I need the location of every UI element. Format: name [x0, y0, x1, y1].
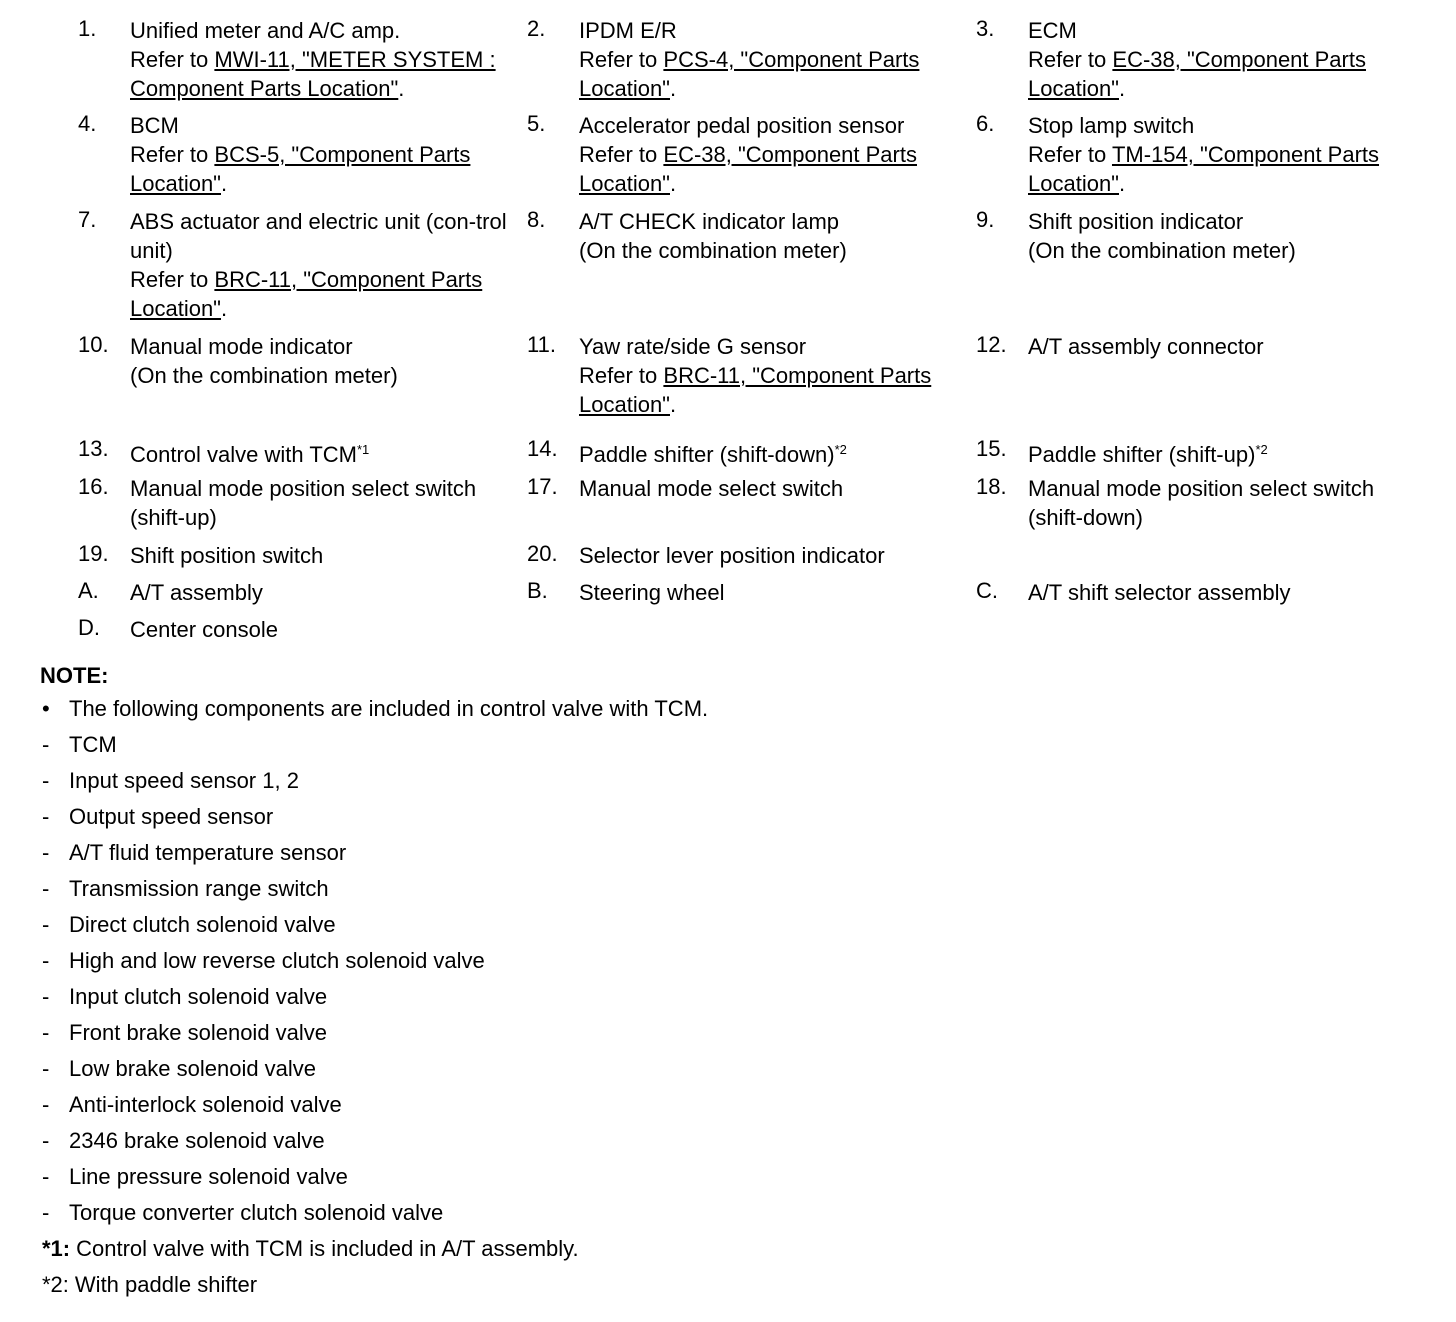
legend-body: Stop lamp switch Refer to TM-154, "Component Parts Location". — [1028, 113, 1380, 196]
legend-number: 20. — [527, 541, 558, 566]
dash-marker: - — [42, 912, 50, 937]
note-list-item — [40, 727, 1040, 763]
legend-item — [527, 474, 976, 541]
refer-to-label: Refer to — [579, 363, 658, 388]
legend-body — [1028, 207, 1413, 332]
dash-marker: - — [42, 1056, 50, 1081]
footnote-mark: *1: — [42, 1236, 71, 1261]
reference-link[interactable]: BRC-11, "Component Parts Location" — [130, 267, 483, 321]
component-location-note: (On the combination meter) — [130, 363, 398, 388]
note-list-item — [40, 799, 1040, 835]
legend-item — [78, 615, 527, 652]
legend-row — [78, 16, 1438, 111]
legend-number: 16. — [78, 474, 109, 499]
note-list-text: Low brake solenoid valve — [69, 1056, 317, 1081]
legend-number: C. — [976, 578, 998, 603]
legend-item — [527, 436, 976, 474]
legend-row — [78, 615, 1438, 652]
component-name: Accelerator pedal position sensor — [579, 113, 905, 138]
component-location-note: (On the combination meter) — [1028, 238, 1296, 263]
legend-number: 10. — [78, 332, 109, 357]
note-list-item — [40, 835, 1040, 871]
legend-body — [1028, 578, 1413, 615]
dash-marker: - — [42, 840, 50, 865]
component-name: Center console — [130, 617, 278, 642]
note-list-text: Front brake solenoid valve — [69, 1020, 328, 1045]
component-name: A/T shift selector assembly — [1028, 580, 1291, 605]
refer-to-label: Refer to — [130, 267, 209, 292]
legend-item — [976, 436, 1425, 474]
legend-item — [527, 332, 976, 428]
component-name: IPDM E/R — [579, 18, 677, 43]
component-name: Paddle shifter (shift-down) — [579, 442, 835, 467]
legend-number: 6. — [976, 111, 995, 136]
reference-link[interactable]: TM-154, "Component Parts Location" — [1028, 142, 1380, 196]
footnote — [40, 1231, 1040, 1267]
legend-body: Yaw rate/side G sensor Refer to BRC-11, "Component Parts Location". — [579, 334, 932, 417]
component-name: ECM — [1028, 18, 1077, 43]
refer-to-label: Refer to — [579, 47, 658, 72]
note-list-text: 2346 brake solenoid valve — [69, 1128, 325, 1153]
legend-item — [78, 332, 527, 428]
component-name: Paddle shifter (shift-up) — [1028, 442, 1256, 467]
legend-number: 1. — [78, 16, 97, 41]
note-intro: The following components are included in control valve with TCM. — [69, 696, 709, 721]
legend-number: 19. — [78, 541, 109, 566]
note-list-item — [40, 763, 1040, 799]
dash-marker: - — [42, 732, 50, 757]
note-list-item — [40, 871, 1040, 907]
footnote-marker: *1 — [357, 442, 370, 457]
legend-number: 14. — [527, 436, 558, 461]
component-name: BCM — [130, 113, 179, 138]
legend-body — [130, 541, 515, 578]
note-list-text: Direct clutch solenoid valve — [69, 912, 336, 937]
note-list-text: Input speed sensor 1, 2 — [69, 768, 299, 793]
legend-number: A. — [78, 578, 99, 603]
footnote-text: Control valve with TCM is included in A/T assembly. — [76, 1236, 579, 1261]
refer-to-label: Refer to — [1028, 142, 1107, 167]
legend-item — [976, 207, 1425, 332]
component-location-note: (On the combination meter) — [579, 238, 847, 263]
legend-number: 9. — [976, 207, 995, 232]
legend-body — [130, 332, 515, 428]
legend-body: IPDM E/R Refer to PCS-4, "Component Parts Location". — [579, 18, 920, 101]
reference-link[interactable]: EC-38, "Component Parts Location" — [1028, 47, 1366, 101]
reference-link[interactable]: PCS-4, "Component Parts Location" — [579, 47, 920, 101]
note-bullet-item — [40, 691, 1040, 727]
component-name: Manual mode select switch — [579, 476, 844, 501]
component-name: Yaw rate/side G sensor — [579, 334, 807, 359]
dash-marker: - — [42, 1164, 50, 1189]
legend-body — [130, 615, 515, 652]
legend-number: 13. — [78, 436, 109, 461]
component-name: Manual mode position select switch (shift-down) — [1028, 476, 1375, 530]
component-name: A/T assembly — [130, 580, 263, 605]
note-list-text: High and low reverse clutch solenoid valve — [69, 948, 485, 973]
legend-item — [78, 111, 527, 207]
legend-number: B. — [527, 578, 548, 603]
legend-number: 12. — [976, 332, 1007, 357]
legend-number: 17. — [527, 474, 558, 499]
note-list-item — [40, 979, 1040, 1015]
legend-row — [78, 207, 1438, 332]
note-list-text: Line pressure solenoid valve — [69, 1164, 348, 1189]
note-list-text: Anti-interlock solenoid valve — [69, 1092, 342, 1117]
dash-marker: - — [42, 804, 50, 829]
refer-to-label: Refer to — [579, 142, 658, 167]
note-list-item — [40, 1195, 1040, 1231]
legend-item — [78, 207, 527, 332]
legend-body: ECM Refer to EC-38, "Component Parts Location". — [1028, 18, 1366, 101]
note-list-text: Input clutch solenoid valve — [69, 984, 328, 1009]
component-name: Manual mode indicator — [130, 334, 353, 359]
reference-link[interactable]: BRC-11, "Component Parts Location" — [579, 363, 932, 417]
refer-to-label: Refer to — [1028, 47, 1107, 72]
legend-body — [579, 436, 964, 474]
note-list-item — [40, 907, 1040, 943]
footnotes — [40, 1231, 1040, 1303]
component-name: A/T CHECK indicator lamp — [579, 209, 840, 234]
legend-body: Accelerator pedal position sensor Refer to EC-38, "Component Parts Location". — [579, 113, 917, 196]
legend-body — [579, 578, 964, 615]
legend-number: 18. — [976, 474, 1007, 499]
legend-number: 11. — [527, 332, 556, 357]
legend-item — [527, 541, 976, 578]
component-name: A/T assembly connector — [1028, 334, 1264, 359]
component-name: Manual mode position select switch (shift-up) — [130, 476, 477, 530]
legend-number: 2. — [527, 16, 546, 41]
legend-body — [579, 474, 964, 541]
note-list-item — [40, 1159, 1040, 1195]
footnote-mark: *2: — [42, 1272, 69, 1297]
component-name: Steering wheel — [579, 580, 725, 605]
note-list-item — [40, 1087, 1040, 1123]
legend-item — [78, 578, 527, 615]
component-name: Control valve with TCM — [130, 442, 357, 467]
legend-number: 3. — [976, 16, 995, 41]
legend-body — [130, 474, 515, 541]
reference-link[interactable]: MWI-11, "METER SYSTEM : Component Parts Location" — [130, 47, 496, 101]
legend-number: 15. — [976, 436, 1007, 461]
legend-row — [78, 436, 1438, 474]
legend-row — [78, 474, 1438, 541]
legend-item — [976, 474, 1425, 541]
component-name: Shift position switch — [130, 543, 324, 568]
legend-body: ABS actuator and electric unit (con-trol unit) Refer to BRC-11, "Component Parts Location". — [130, 209, 507, 321]
legend-number: 8. — [527, 207, 546, 232]
note-list-text: Torque converter clutch solenoid valve — [69, 1200, 444, 1225]
legend-body: Unified meter and A/C amp. Refer to MWI-11, "METER SYSTEM : Component Parts Location". — [130, 18, 496, 101]
dash-marker: - — [42, 1200, 50, 1225]
reference-link[interactable]: BCS-5, "Component Parts Location" — [130, 142, 471, 196]
refer-to-label: Refer to — [130, 142, 209, 167]
note-list-item — [40, 1123, 1040, 1159]
component-name: ABS actuator and electric unit (con-trol unit) — [130, 209, 507, 263]
legend-body — [1028, 474, 1413, 541]
component-name: Selector lever position indicator — [579, 543, 885, 568]
note-list-text: TCM — [69, 732, 117, 757]
footnote-marker: *2 — [834, 442, 847, 457]
legend-body — [1028, 332, 1413, 428]
legend-item — [976, 578, 1425, 615]
dash-marker: - — [42, 948, 50, 973]
legend-body — [579, 541, 964, 578]
footnote-marker: *2 — [1255, 442, 1268, 457]
footnote-text: With paddle shifter — [74, 1272, 258, 1297]
dash-marker: - — [42, 876, 50, 901]
note-list-item — [40, 1051, 1040, 1087]
footnote — [40, 1267, 1040, 1303]
dash-marker: - — [42, 768, 50, 793]
legend-item — [78, 474, 527, 541]
note-title: NOTE: — [40, 663, 109, 688]
legend-body — [1028, 436, 1413, 474]
legend-body — [130, 578, 515, 615]
legend-item — [78, 436, 527, 474]
note-list-text: Output speed sensor — [69, 804, 274, 829]
legend-item — [527, 111, 976, 207]
legend-row — [78, 541, 1438, 578]
note-list-text: Transmission range switch — [69, 876, 329, 901]
legend-number: 4. — [78, 111, 97, 136]
legend-number: 7. — [78, 207, 97, 232]
legend-item — [976, 111, 1425, 207]
bullet-marker: • — [42, 696, 50, 721]
legend-item — [78, 16, 527, 111]
note-list-item — [40, 943, 1040, 979]
legend-row — [78, 332, 1438, 428]
note-section — [40, 661, 1040, 1303]
dash-marker: - — [42, 984, 50, 1009]
legend-item — [976, 16, 1425, 111]
component-name: Stop lamp switch — [1028, 113, 1195, 138]
legend-row — [78, 578, 1438, 615]
dash-marker: - — [42, 1020, 50, 1045]
note-component-list — [40, 727, 1040, 1231]
legend-item — [527, 207, 976, 332]
legend-row — [78, 111, 1438, 207]
legend-item — [976, 332, 1425, 428]
legend-body — [579, 207, 964, 332]
dash-marker: - — [42, 1128, 50, 1153]
legend-number: 5. — [527, 111, 546, 136]
component-name: Unified meter and A/C amp. — [130, 18, 401, 43]
component-name: Shift position indicator — [1028, 209, 1244, 234]
refer-to-label: Refer to — [130, 47, 209, 72]
legend-item — [527, 578, 976, 615]
legend-body: BCM Refer to BCS-5, "Component Parts Location". — [130, 113, 471, 196]
dash-marker: - — [42, 1092, 50, 1117]
legend-body — [130, 436, 515, 474]
note-list-item — [40, 1015, 1040, 1051]
note-list-text: A/T fluid temperature sensor — [69, 840, 347, 865]
legend-item — [527, 16, 976, 111]
legend-item — [78, 541, 527, 578]
reference-link[interactable]: EC-38, "Component Parts Location" — [579, 142, 917, 196]
legend-number: D. — [78, 615, 100, 640]
component-legend — [78, 16, 1438, 652]
